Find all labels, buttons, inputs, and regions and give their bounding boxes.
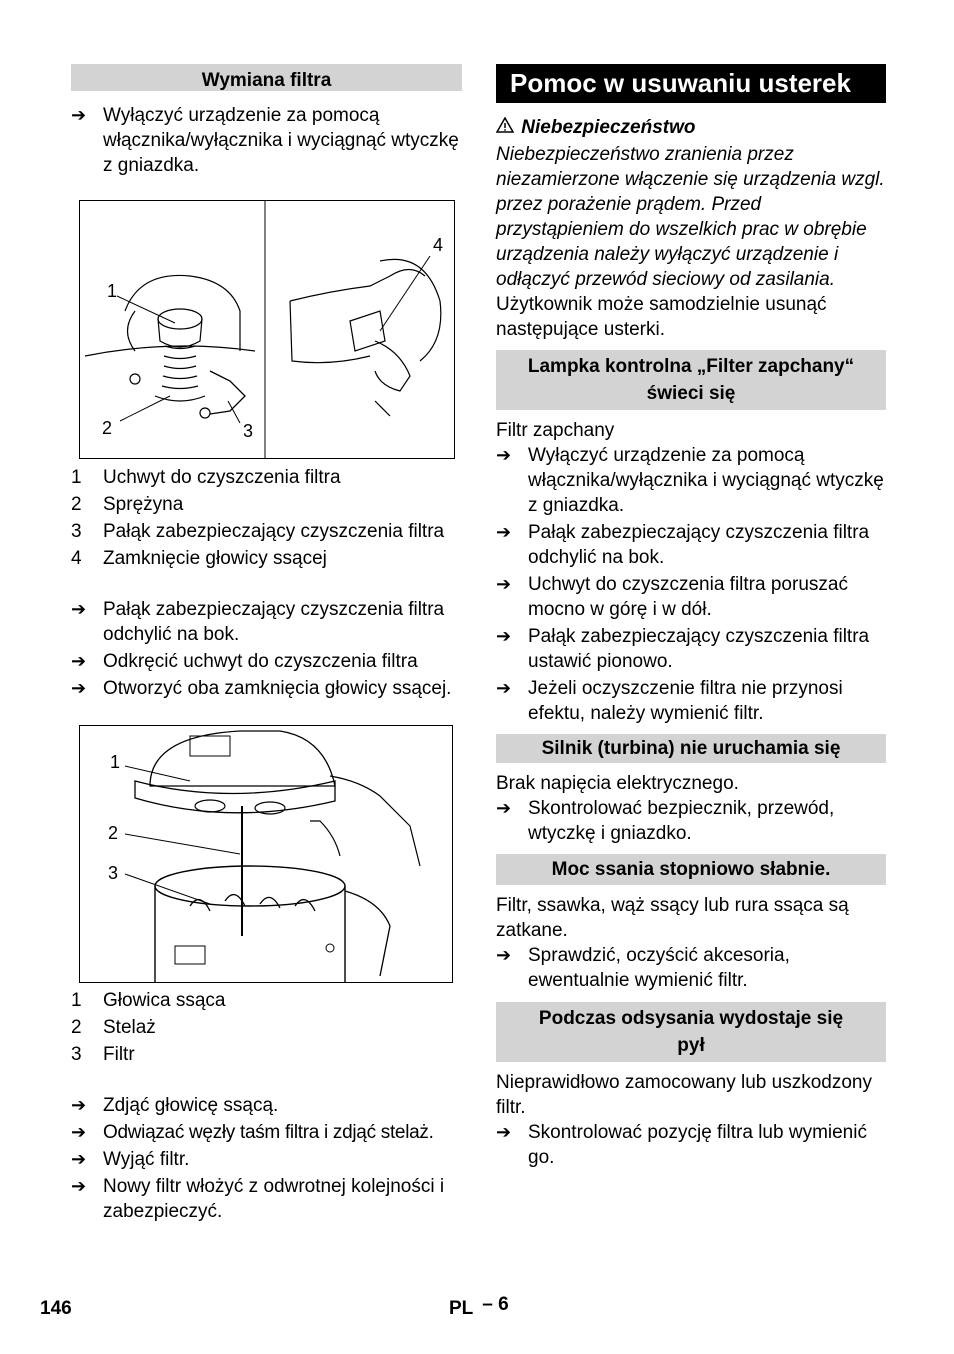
step-item: ➔ Odkręcić uchwyt do czyszczenia filtra [71,651,418,672]
arrow-icon: ➔ [496,945,512,965]
figure1-callout-4: 4 [433,235,444,255]
section-page: – 6 [482,1294,509,1315]
arrow-icon: ➔ [71,599,87,619]
step-text: Wyłączyć urządzenie za pomocą włącznika/wyłącznika i wyciągnąć wtyczkę z gniazdka. [103,105,459,176]
steps-group-3 [71,1093,462,1224]
step-item: ➔ Wyłączyć urządzenie za pomocą włącznika/wyłącznika i wyciągnąć wtyczkę z gniazdka. [496,445,884,516]
arrow-icon: ➔ [496,445,512,465]
cause-text: Filtr zapchany [496,420,615,441]
figure2-illustration [80,726,452,982]
danger-label: Niebezpieczeństwo [521,117,696,138]
figure1-callout-1: 1 [107,281,118,301]
step-item: ➔ Nowy filtr włożyć z odwrotnej kolejności i zabezpieczyć. [71,1176,445,1222]
arrow-icon: ➔ [71,1122,87,1142]
steps-group-2 [71,597,462,701]
footer-lang [449,1294,509,1320]
danger-label-row [496,115,886,140]
figure2-callout-1: 1 [110,752,121,772]
section-heading-motor: Silnik (turbina) nie uruchamia się [496,734,886,763]
step-item: ➔ Zdjąć głowicę ssącą. [71,1095,279,1116]
step-item: ➔ Otworzyć oba zamknięcia głowicy ssącej. [71,678,452,699]
user-text: Użytkownik może samodzielnie usunąć następujące usterki. [496,294,827,340]
figure-filter-cleaning-handle [79,200,455,459]
arrow-icon: ➔ [496,1122,512,1142]
step-item: ➔ Skontrolować pozycję filtra lub wymienić go. [496,1122,867,1168]
arrow-icon: ➔ [71,105,87,125]
intro-steps [71,103,462,178]
step-item: ➔ Skontrolować bezpiecznik, przewód, wtyczkę i gniazdko. [496,798,835,844]
step-item: ➔ Pałąk zabezpieczający czyszczenia filtra odchylić na bok. [71,599,445,645]
step-item [71,103,462,178]
step-item: ➔ Wyjąć filtr. [71,1149,190,1170]
legend-item: 4 Zamknięcie głowicy ssącej [71,548,327,569]
step-item: ➔ Odwiązać węzły taśm filtra i zdjąć stelaż. [71,1122,434,1143]
section-heading-suction-power: Moc ssania stopniowo słabnie. [496,854,886,885]
page-title: Pomoc w usuwaniu usterek [496,64,886,103]
language-code: PL [449,1298,473,1319]
step-item: ➔ Uchwyt do czyszczenia filtra poruszać mocno w górę i w dół. [496,574,848,620]
legend-figure1 [71,465,462,571]
arrow-icon: ➔ [71,678,87,698]
step-item: ➔ Pałąk zabezpieczający czyszczenia filtra ustawić pionowo. [496,626,870,672]
arrow-icon: ➔ [71,1176,87,1196]
right-column [496,64,886,1170]
arrow-icon: ➔ [496,574,512,594]
danger-text: Niebezpieczeństwo zranienia przez niezamierzone włączenie się urządzenia wzgl. przez porażenie prądem. Przed przystąpieniem do wszelkich prac w obrębie urządzenia należy wyłączyć urządzenie i odłączyć przewód sieciowy od zasilania. [496,144,885,290]
legend-item: 3 Filtr [71,1044,135,1065]
arrow-icon: ➔ [496,626,512,646]
section-heading-dust: Podczas odsysania wydostaje się pył [496,1002,886,1062]
step-item: ➔ Jeżeli oczyszczenie filtra nie przynosi efektu, należy wymienić filtr. [496,678,843,724]
cause-text: Brak napięcia elektrycznego. [496,773,739,794]
section-heading-filter-lamp: Lampka kontrolna „Filter zapchany“ świeci się [496,350,886,410]
figure1-callout-3: 3 [243,421,254,441]
arrow-icon: ➔ [496,678,512,698]
step-item: ➔ Pałąk zabezpieczający czyszczenia filtra odchylić na bok. [496,522,870,568]
figure1-illustration [80,201,454,458]
figure2-callout-3: 3 [108,863,119,883]
legend-item: 1 Głowica ssąca [71,990,226,1011]
step-item: ➔ Sprawdzić, oczyścić akcesoria, ewentualnie wymienić filtr. [496,945,790,991]
figure2-callout-2: 2 [108,823,119,843]
cause-text: Nieprawidłowo zamocowany lub uszkodzony filtr. [496,1072,872,1118]
cause-text: Filtr, ssawka, wąż ssący lub rura ssąca są zatkane. [496,895,849,941]
left-column [71,64,462,1224]
legend-item: 2 Sprężyna [71,494,184,515]
arrow-icon: ➔ [71,1095,87,1115]
legend-item: 1 Uchwyt do czyszczenia filtra [71,467,341,488]
figure1-callout-2: 2 [102,418,113,438]
warning-triangle-icon [496,115,516,140]
arrow-icon: ➔ [496,522,512,542]
legend-item: 2 Stelaż [71,1017,156,1038]
arrow-icon: ➔ [496,798,512,818]
arrow-icon: ➔ [71,1149,87,1169]
legend-item: 3 Pałąk zabezpieczający czyszczenia filtra [71,521,445,542]
page-number: 146 [40,1298,72,1319]
figure-suction-head-removal [79,725,453,983]
legend-figure2 [71,988,462,1067]
arrow-icon: ➔ [71,651,87,671]
section-heading-filter-replacement: Wymiana filtra [71,64,462,91]
